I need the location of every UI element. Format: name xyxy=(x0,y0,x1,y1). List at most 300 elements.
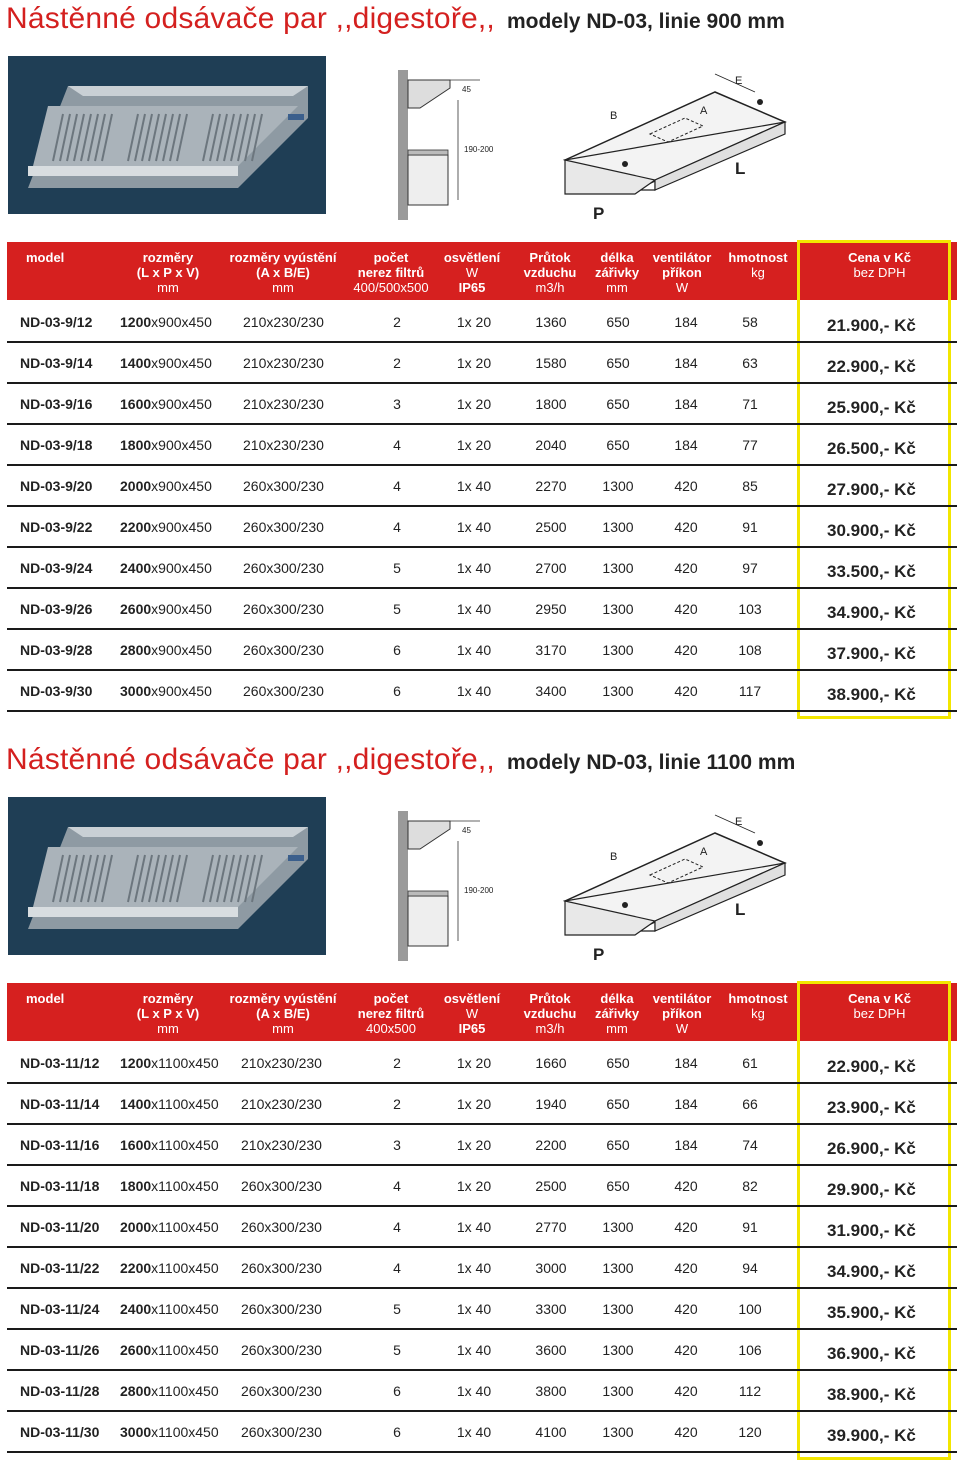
model-code: ND-03-11/24 xyxy=(20,1301,100,1317)
dimension-rest: x900x450 xyxy=(151,437,212,453)
air-flow: 3600 xyxy=(535,1342,567,1358)
header-outlet: rozměry vyústění (A x B/E) mm xyxy=(229,991,337,1036)
dimension-length: 1600 xyxy=(120,396,152,412)
section-1100 xyxy=(0,741,960,1465)
tube-length: 650 xyxy=(606,355,630,371)
title-main: Nástěnné odsávače par ,,digestoře,, xyxy=(6,743,495,776)
filter-count: 6 xyxy=(393,683,401,699)
angle-label: 45 xyxy=(462,826,471,835)
fan-power: 420 xyxy=(674,1301,698,1317)
table-row xyxy=(7,1248,957,1289)
filter-count: 5 xyxy=(393,1342,401,1358)
dimensions xyxy=(120,1096,219,1112)
air-flow: 2200 xyxy=(535,1137,567,1153)
lighting: 1x 20 xyxy=(456,396,492,412)
header-light: osvětlení W IP65 xyxy=(443,991,501,1036)
header-light: osvětlení W IP65 xyxy=(443,250,501,295)
fan-power: 420 xyxy=(674,1178,698,1194)
lighting: 1x 40 xyxy=(456,1219,492,1235)
label-b: B xyxy=(610,851,618,863)
air-flow: 2270 xyxy=(535,478,567,494)
model-code: ND-03-9/30 xyxy=(20,683,93,699)
table-row xyxy=(7,1289,957,1330)
dimension-rest: x1100x450 xyxy=(151,1137,219,1153)
filter-count: 4 xyxy=(393,1219,401,1235)
weight: 117 xyxy=(738,683,762,699)
filter-count: 2 xyxy=(393,1055,401,1071)
title-subtitle: modely ND-03, linie 900 mm xyxy=(506,10,785,33)
price: 29.900,- Kč xyxy=(827,1180,916,1199)
hood-illustration xyxy=(8,56,326,214)
model-code: ND-03-9/26 xyxy=(20,601,93,617)
lighting: 1x 40 xyxy=(456,601,492,617)
dimension-rest: x900x450 xyxy=(151,478,212,494)
dimension-rest: x1100x450 xyxy=(151,1219,219,1235)
outlet-dimensions: 210x230/230 xyxy=(243,314,324,330)
filter-count: 2 xyxy=(393,314,401,330)
fan-power: 184 xyxy=(674,314,698,330)
model-code: ND-03-11/16 xyxy=(20,1137,100,1153)
dimensions xyxy=(120,1178,219,1194)
price: 22.900,- Kč xyxy=(827,1057,916,1076)
outlet-dimensions: 260x300/230 xyxy=(243,560,324,576)
fan-power: 184 xyxy=(674,437,698,453)
header-tube: délka zářivky mm xyxy=(594,250,640,295)
dimensions xyxy=(120,1055,219,1071)
table-row xyxy=(7,630,957,671)
weight: 82 xyxy=(742,1178,758,1194)
filter-count: 4 xyxy=(393,1260,401,1276)
air-flow: 1660 xyxy=(535,1055,567,1071)
outlet-dimensions: 260x300/230 xyxy=(241,1219,322,1235)
dimension-rest: x900x450 xyxy=(151,683,212,699)
air-flow: 1580 xyxy=(535,355,567,371)
filter-count: 6 xyxy=(393,642,401,658)
header-dims: rozměry (L x P x V) mm xyxy=(136,250,200,295)
table-row xyxy=(7,1371,957,1412)
dimension-length: 1400 xyxy=(120,1096,152,1112)
weight: 108 xyxy=(738,642,762,658)
weight: 66 xyxy=(742,1096,758,1112)
weight: 71 xyxy=(742,396,758,412)
header-weight: hmotnost kg xyxy=(728,250,788,280)
fan-power: 420 xyxy=(674,1424,698,1440)
dimensions xyxy=(120,1383,219,1399)
outlet-dimensions: 260x300/230 xyxy=(241,1178,322,1194)
tube-length: 650 xyxy=(606,396,630,412)
header-fan: ventilátor příkon W xyxy=(652,991,712,1036)
dimensions xyxy=(120,601,212,617)
air-flow: 3300 xyxy=(535,1301,567,1317)
lighting: 1x 40 xyxy=(456,519,492,535)
model-code: ND-03-9/14 xyxy=(20,355,93,371)
dimension-rest: x1100x450 xyxy=(151,1260,219,1276)
filter-count: 4 xyxy=(393,437,401,453)
price: 34.900,- Kč xyxy=(827,1262,916,1281)
fan-power: 420 xyxy=(674,478,698,494)
price: 33.500,- Kč xyxy=(827,562,916,581)
header-filters: počet nerez filtrů 400x500 xyxy=(357,991,425,1036)
label-l: L xyxy=(735,900,746,919)
dimension-rest: x900x450 xyxy=(151,396,212,412)
filter-count: 2 xyxy=(393,1096,401,1112)
weight: 94 xyxy=(742,1260,758,1276)
weight: 63 xyxy=(742,355,758,371)
tube-length: 1300 xyxy=(602,1424,634,1440)
tube-length: 1300 xyxy=(602,560,634,576)
weight: 106 xyxy=(738,1342,762,1358)
height-label: 190-200 xyxy=(464,886,494,895)
price: 38.900,- Kč xyxy=(827,685,916,704)
tube-length: 650 xyxy=(606,1137,630,1153)
air-flow: 2500 xyxy=(535,519,567,535)
filter-count: 5 xyxy=(393,1301,401,1317)
section-title xyxy=(6,2,785,36)
tube-length: 1300 xyxy=(602,1342,634,1358)
lighting: 1x 20 xyxy=(456,1137,492,1153)
header-outlet: rozměry vyústění (A x B/E) mm xyxy=(229,250,337,295)
dimension-length: 1200 xyxy=(120,314,152,330)
dimension-rest: x900x450 xyxy=(151,355,212,371)
price: 35.900,- Kč xyxy=(827,1303,916,1322)
dimension-length: 3000 xyxy=(120,1424,152,1440)
outlet-dimensions: 260x300/230 xyxy=(243,519,324,535)
dimension-rest: x900x450 xyxy=(151,519,212,535)
model-code: ND-03-11/28 xyxy=(20,1383,100,1399)
outlet-dimensions: 210x230/230 xyxy=(241,1055,322,1071)
outlet-dimensions: 260x300/230 xyxy=(241,1301,322,1317)
dimension-rest: x1100x450 xyxy=(151,1342,219,1358)
weight: 97 xyxy=(742,560,758,576)
tube-length: 650 xyxy=(606,1055,630,1071)
lighting: 1x 20 xyxy=(456,314,492,330)
table-row xyxy=(7,548,957,589)
price: 31.900,- Kč xyxy=(827,1221,916,1240)
tube-length: 1300 xyxy=(602,519,634,535)
dimension-length: 2800 xyxy=(120,642,152,658)
label-p: P xyxy=(593,945,605,964)
price: 26.500,- Kč xyxy=(827,439,916,458)
side-view-diagram xyxy=(390,70,500,230)
filter-count: 2 xyxy=(393,355,401,371)
dimension-length: 1400 xyxy=(120,355,152,371)
dimensions xyxy=(120,642,212,658)
air-flow: 3400 xyxy=(535,683,567,699)
model-code: ND-03-9/20 xyxy=(20,478,93,494)
filter-count: 3 xyxy=(393,396,401,412)
fan-power: 184 xyxy=(674,355,698,371)
dimension-length: 2600 xyxy=(120,601,152,617)
dimension-length: 2400 xyxy=(120,1301,152,1317)
air-flow: 1360 xyxy=(535,314,567,330)
air-flow: 1800 xyxy=(535,396,567,412)
dimensions xyxy=(120,1301,219,1317)
tube-length: 650 xyxy=(606,1096,630,1112)
tube-length: 1300 xyxy=(602,478,634,494)
dimensions xyxy=(120,1137,219,1153)
fan-power: 420 xyxy=(674,1260,698,1276)
lighting: 1x 40 xyxy=(456,683,492,699)
price: 27.900,- Kč xyxy=(827,480,916,499)
weight: 112 xyxy=(738,1383,762,1399)
label-p: P xyxy=(593,204,605,223)
lighting: 1x 40 xyxy=(456,478,492,494)
filter-count: 4 xyxy=(393,478,401,494)
air-flow: 2500 xyxy=(535,1178,567,1194)
lighting: 1x 20 xyxy=(456,355,492,371)
dimension-rest: x1100x450 xyxy=(151,1424,219,1440)
outlet-dimensions: 260x300/230 xyxy=(243,478,324,494)
price: 25.900,- Kč xyxy=(827,398,916,417)
fan-power: 420 xyxy=(674,1342,698,1358)
air-flow: 3000 xyxy=(535,1260,567,1276)
dimensions xyxy=(120,1260,219,1276)
header-flow: Průtok vzduchu m3/h xyxy=(523,250,577,295)
table-row xyxy=(7,1412,957,1453)
lighting: 1x 40 xyxy=(456,1383,492,1399)
dimension-rest: x900x450 xyxy=(151,560,212,576)
outlet-dimensions: 210x230/230 xyxy=(241,1096,322,1112)
header-filters: počet nerez filtrů 400/500x500 xyxy=(353,250,429,295)
fan-power: 420 xyxy=(674,1219,698,1235)
header-dims: rozměry (L x P x V) mm xyxy=(136,991,200,1036)
dimension-length: 2200 xyxy=(120,1260,152,1276)
dimension-length: 1800 xyxy=(120,437,152,453)
dimensions xyxy=(120,396,212,412)
weight: 74 xyxy=(742,1137,758,1153)
section-900 xyxy=(0,0,960,720)
dimension-rest: x900x450 xyxy=(151,642,212,658)
table-row xyxy=(7,1125,957,1166)
header-weight: hmotnost kg xyxy=(728,991,788,1021)
model-code: ND-03-11/20 xyxy=(20,1219,100,1235)
table-row xyxy=(7,1166,957,1207)
tube-length: 1300 xyxy=(602,601,634,617)
price: 37.900,- Kč xyxy=(827,644,916,663)
hood-photo xyxy=(8,56,326,214)
dimension-length: 2200 xyxy=(120,519,152,535)
outlet-dimensions: 260x300/230 xyxy=(241,1260,322,1276)
dimension-length: 2000 xyxy=(120,1219,152,1235)
fan-power: 420 xyxy=(674,642,698,658)
section-title xyxy=(6,743,795,777)
lighting: 1x 20 xyxy=(456,437,492,453)
fan-power: 420 xyxy=(674,601,698,617)
header-flow: Průtok vzduchu m3/h xyxy=(523,991,577,1036)
fan-power: 184 xyxy=(674,396,698,412)
fan-power: 184 xyxy=(674,1096,698,1112)
dimension-rest: x1100x450 xyxy=(151,1055,219,1071)
air-flow: 4100 xyxy=(535,1424,567,1440)
dimensions xyxy=(120,478,212,494)
lighting: 1x 40 xyxy=(456,560,492,576)
dimension-rest: x900x450 xyxy=(151,314,212,330)
price: 22.900,- Kč xyxy=(827,357,916,376)
filter-count: 4 xyxy=(393,519,401,535)
price: 23.900,- Kč xyxy=(827,1098,916,1117)
dimensions xyxy=(120,560,212,576)
dimensions xyxy=(120,355,212,371)
dimensions xyxy=(120,314,212,330)
model-code: ND-03-9/28 xyxy=(20,642,93,658)
dimension-rest: x1100x450 xyxy=(151,1301,219,1317)
lighting: 1x 20 xyxy=(456,1178,492,1194)
hood-illustration xyxy=(8,797,326,955)
model-code: ND-03-11/22 xyxy=(20,1260,100,1276)
model-code: ND-03-9/16 xyxy=(20,396,93,412)
price: 36.900,- Kč xyxy=(827,1344,916,1363)
header-model: model xyxy=(26,250,65,265)
price: 34.900,- Kč xyxy=(827,603,916,622)
tube-length: 650 xyxy=(606,314,630,330)
dimensions xyxy=(120,683,212,699)
model-code: ND-03-11/18 xyxy=(20,1178,100,1194)
tube-length: 1300 xyxy=(602,683,634,699)
filter-count: 4 xyxy=(393,1178,401,1194)
label-a: A xyxy=(700,105,708,117)
air-flow: 2040 xyxy=(535,437,567,453)
price: 26.900,- Kč xyxy=(827,1139,916,1158)
model-code: ND-03-9/24 xyxy=(20,560,93,576)
title-main: Nástěnné odsávače par ,,digestoře,, xyxy=(6,2,495,35)
fan-power: 184 xyxy=(674,1137,698,1153)
model-code: ND-03-9/18 xyxy=(20,437,93,453)
air-flow: 3170 xyxy=(535,642,567,658)
header-price: Cena v Kč bez DPH xyxy=(848,991,911,1021)
table-row xyxy=(7,384,957,425)
table-row xyxy=(7,1084,957,1125)
dimensions xyxy=(120,1219,219,1235)
outlet-dimensions: 260x300/230 xyxy=(241,1383,322,1399)
dimension-length: 3000 xyxy=(120,683,152,699)
filter-count: 6 xyxy=(393,1383,401,1399)
hood-photo xyxy=(8,797,326,955)
model-code: ND-03-9/12 xyxy=(20,314,93,330)
tube-length: 650 xyxy=(606,437,630,453)
price: 21.900,- Kč xyxy=(827,316,916,335)
air-flow: 3800 xyxy=(535,1383,567,1399)
tube-length: 1300 xyxy=(602,1383,634,1399)
model-code: ND-03-11/26 xyxy=(20,1342,100,1358)
weight: 77 xyxy=(742,437,758,453)
table-row xyxy=(7,1207,957,1248)
weight: 91 xyxy=(742,519,758,535)
dimension-rest: x1100x450 xyxy=(151,1178,219,1194)
side-view-diagram xyxy=(390,811,500,971)
dimension-length: 2800 xyxy=(120,1383,152,1399)
tube-length: 650 xyxy=(606,1178,630,1194)
dimension-length: 1800 xyxy=(120,1178,152,1194)
fan-power: 184 xyxy=(674,1055,698,1071)
air-flow: 1940 xyxy=(535,1096,567,1112)
table-row xyxy=(7,466,957,507)
header-fan: ventilátor příkon W xyxy=(652,250,712,295)
filter-count: 3 xyxy=(393,1137,401,1153)
iso-view-diagram xyxy=(555,803,805,973)
header-model: model xyxy=(26,991,65,1006)
outlet-dimensions: 260x300/230 xyxy=(241,1424,322,1440)
outlet-dimensions: 210x230/230 xyxy=(243,355,324,371)
fan-power: 420 xyxy=(674,683,698,699)
fan-power: 420 xyxy=(674,560,698,576)
lighting: 1x 40 xyxy=(456,1342,492,1358)
weight: 61 xyxy=(742,1055,758,1071)
outlet-dimensions: 210x230/230 xyxy=(241,1137,322,1153)
header-price: Cena v Kč bez DPH xyxy=(848,250,911,280)
label-b: B xyxy=(610,110,618,122)
title-subtitle: modely ND-03, linie 1100 mm xyxy=(506,751,796,774)
filter-count: 5 xyxy=(393,560,401,576)
filter-count: 5 xyxy=(393,601,401,617)
dimensions xyxy=(120,1424,219,1440)
weight: 100 xyxy=(738,1301,762,1317)
tube-length: 1300 xyxy=(602,1260,634,1276)
outlet-dimensions: 260x300/230 xyxy=(243,601,324,617)
outlet-dimensions: 260x300/230 xyxy=(243,683,324,699)
lighting: 1x 40 xyxy=(456,1301,492,1317)
outlet-dimensions: 260x300/230 xyxy=(243,642,324,658)
model-code: ND-03-9/22 xyxy=(20,519,93,535)
dimension-length: 1600 xyxy=(120,1137,152,1153)
dimension-length: 1200 xyxy=(120,1055,152,1071)
air-flow: 2770 xyxy=(535,1219,567,1235)
table-row xyxy=(7,671,957,712)
height-label: 190-200 xyxy=(464,145,494,154)
dimensions xyxy=(120,1342,219,1358)
lighting: 1x 40 xyxy=(456,1424,492,1440)
dimension-length: 2600 xyxy=(120,1342,152,1358)
fan-power: 420 xyxy=(674,519,698,535)
weight: 120 xyxy=(738,1424,762,1440)
model-code: ND-03-11/12 xyxy=(20,1055,100,1071)
table-row xyxy=(7,425,957,466)
lighting: 1x 40 xyxy=(456,1260,492,1276)
label-e: E xyxy=(735,816,743,828)
weight: 103 xyxy=(738,601,762,617)
price: 38.900,- Kč xyxy=(827,1385,916,1404)
outlet-dimensions: 210x230/230 xyxy=(243,396,324,412)
dimensions xyxy=(120,519,212,535)
dimension-rest: x1100x450 xyxy=(151,1383,219,1399)
outlet-dimensions: 260x300/230 xyxy=(241,1342,322,1358)
tube-length: 1300 xyxy=(602,1219,634,1235)
table-row xyxy=(7,343,957,384)
lighting: 1x 40 xyxy=(456,642,492,658)
filter-count: 6 xyxy=(393,1424,401,1440)
model-code: ND-03-11/30 xyxy=(20,1424,100,1440)
dimension-length: 2000 xyxy=(120,478,152,494)
price: 39.900,- Kč xyxy=(827,1426,916,1445)
label-e: E xyxy=(735,75,743,87)
label-a: A xyxy=(700,846,708,858)
weight: 85 xyxy=(742,478,758,494)
air-flow: 2950 xyxy=(535,601,567,617)
dimension-rest: x1100x450 xyxy=(151,1096,219,1112)
iso-view-diagram xyxy=(555,62,805,232)
label-l: L xyxy=(735,159,746,178)
fan-power: 420 xyxy=(674,1383,698,1399)
weight: 91 xyxy=(742,1219,758,1235)
dimensions xyxy=(120,437,212,453)
dimension-rest: x900x450 xyxy=(151,601,212,617)
table-row xyxy=(7,589,957,630)
table-row xyxy=(7,1043,957,1084)
table-row xyxy=(7,302,957,343)
weight: 58 xyxy=(742,314,758,330)
dimension-length: 2400 xyxy=(120,560,152,576)
table-row xyxy=(7,1330,957,1371)
tube-length: 1300 xyxy=(602,642,634,658)
